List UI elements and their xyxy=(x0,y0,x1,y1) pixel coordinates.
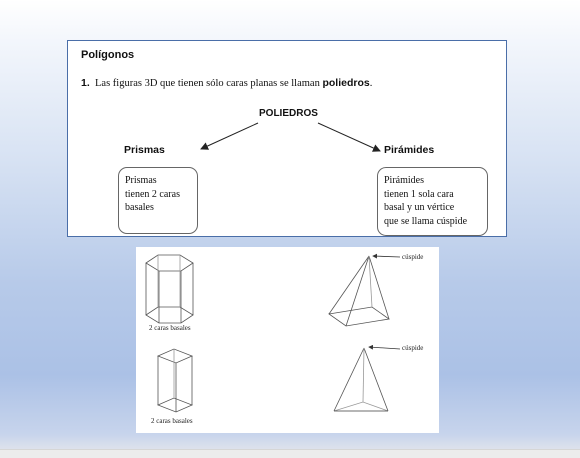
prismas-description-box xyxy=(118,167,198,234)
triangular-pyramid-figure xyxy=(334,347,400,411)
piramides-description xyxy=(384,174,467,228)
prismas-line-1: Prismas xyxy=(125,175,157,186)
figures-drawing xyxy=(136,247,439,433)
question-number: 1. xyxy=(81,77,90,89)
piramides-description-box xyxy=(377,167,488,236)
piramides-line-2: tienen 1 sola cara xyxy=(384,188,454,200)
piramides-line-4: que se llama cúspide xyxy=(384,215,468,227)
piramides-line-1: Pirámides xyxy=(384,175,424,186)
piramides-line-3: basal y un vértice xyxy=(384,202,455,213)
prism-1-caption: 2 caras basales xyxy=(149,324,191,332)
prism-2-caption: 2 caras basales xyxy=(151,417,193,425)
pyramid-2-cuspide-label: cúspide xyxy=(402,344,424,352)
piramides-label: Pirámides xyxy=(384,144,435,156)
figures-panel xyxy=(136,247,439,433)
question-text: Las figuras 3D que tienen sólo caras planas se llaman xyxy=(95,78,320,89)
arrow-to-prismas xyxy=(201,123,258,149)
prismas-line-2: tienen 2 caras xyxy=(125,188,180,200)
pyramid-1-cuspide-label: cúspide xyxy=(402,253,424,261)
prismas-description xyxy=(125,174,180,215)
square-pyramid-figure xyxy=(329,256,400,326)
question-term: poliedros xyxy=(322,77,370,89)
rectangular-prism-figure xyxy=(158,349,192,412)
section-title: Polígonos xyxy=(81,49,135,61)
prismas-label: Prismas xyxy=(124,144,165,156)
document-panel xyxy=(67,40,507,237)
question-period: . xyxy=(369,78,373,89)
prismas-line-3: basales xyxy=(125,202,154,213)
hexagonal-prism-figure xyxy=(146,255,193,323)
arrow-to-piramides xyxy=(318,123,380,151)
poliedros-label: POLIEDROS xyxy=(259,108,318,119)
